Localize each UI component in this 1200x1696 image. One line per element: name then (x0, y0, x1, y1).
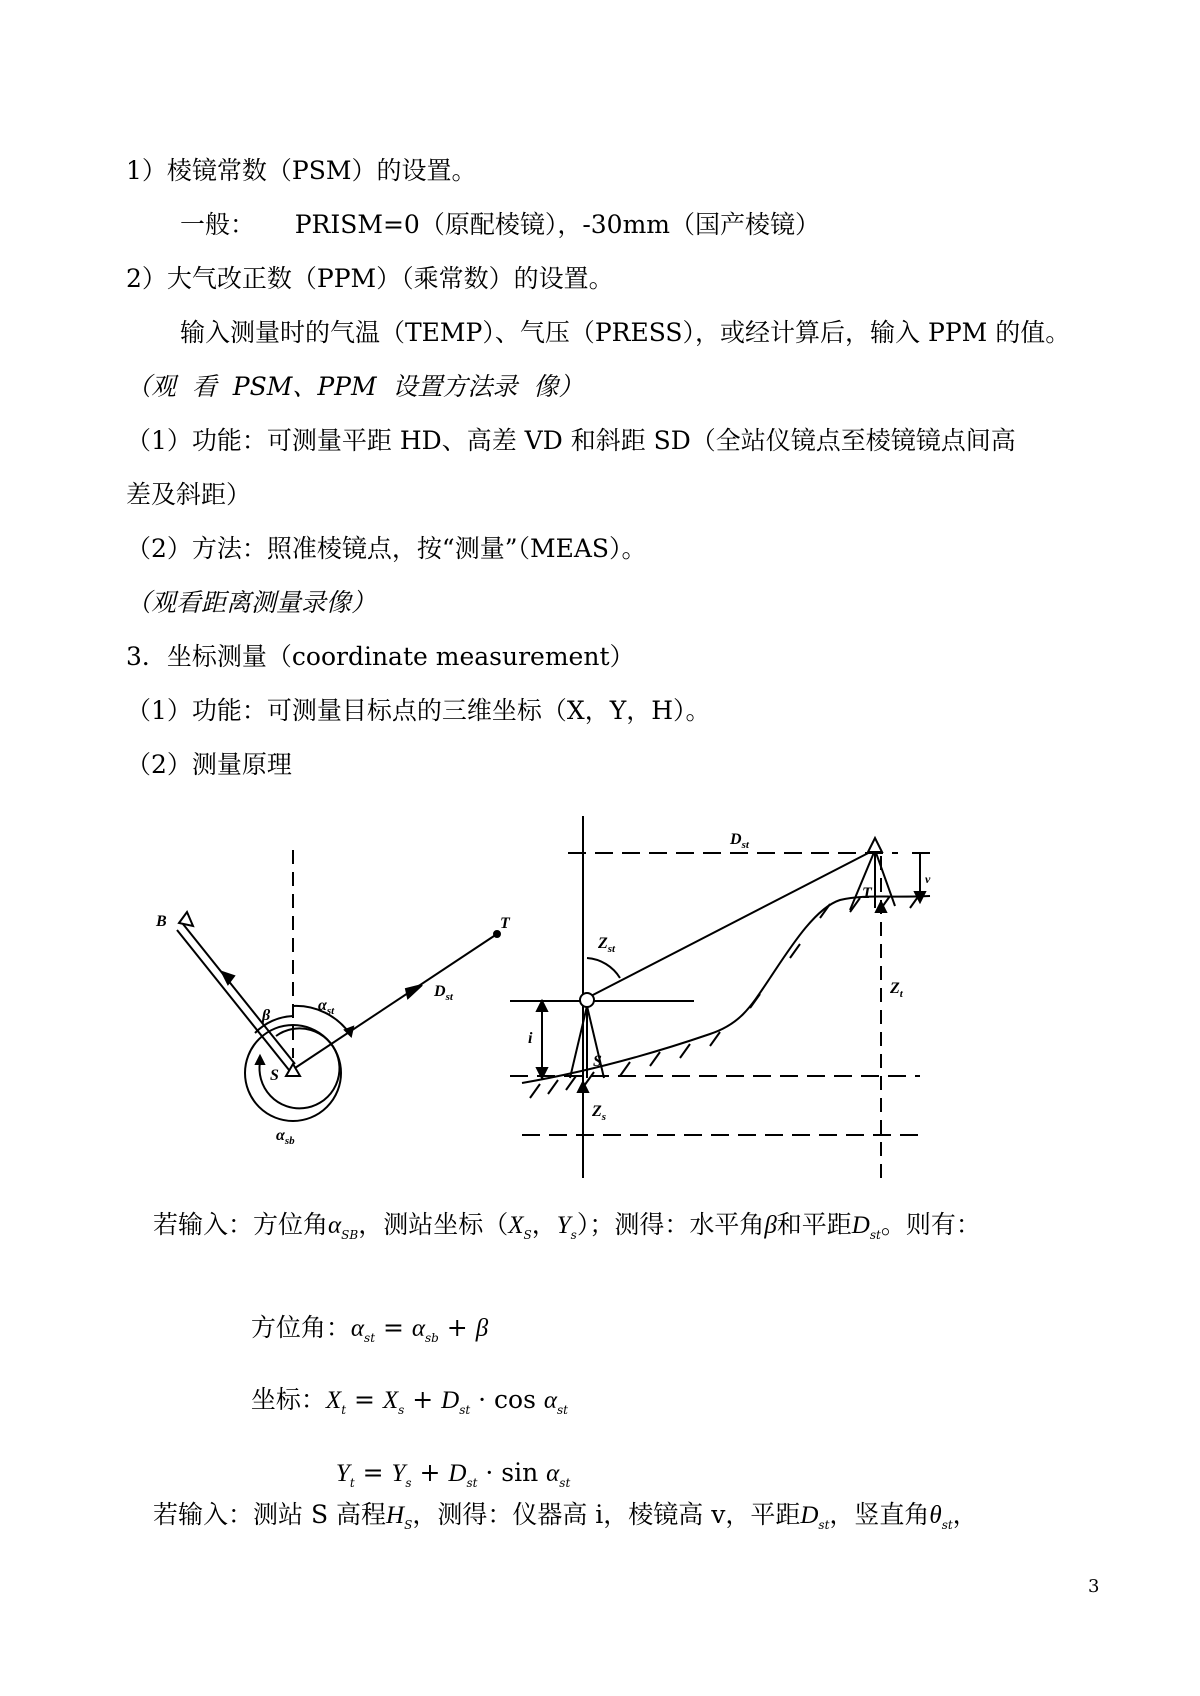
label-d-st-top: $D_{st}$ (730, 831, 749, 851)
equation-azimuth: 方位角：$\alpha_{st} = \alpha_{sb} + \beta$ (250, 1313, 489, 1345)
plan-view-labels (155, 913, 511, 1147)
label-z-t: $Z_t$ (890, 980, 903, 1000)
text-line-6: （1）功能：可测量平距 HD、高差 VD 和斜距 SD（全站仪镜点至棱镜镜点间高 (126, 426, 1016, 455)
text-line-9: （观看距离测量录像） (126, 588, 377, 617)
text-line-2: 一般： PRISM=0（原配棱镜），-30mm（国产棱镜） (180, 210, 821, 239)
text-line-10: 3．坐标测量（coordinate measurement） (126, 642, 635, 671)
equation-y-coordinate: $Y_t = Y_s + D_{st} \cdot \sin \alpha_{st}$ (335, 1458, 571, 1490)
profile-view-diagram (510, 816, 930, 1178)
paragraph-input-azimuth: 若输入：方位角$\alpha_{SB}$，测站坐标（$X_S$，$Y_s$）；测得：水平角β和平距$D_{st}$。则有： (153, 1210, 981, 1242)
label-z-st: $Z_{st}$ (598, 935, 616, 955)
label-s: S (270, 1067, 279, 1084)
paragraph-input-elevation: 若输入：测站 S 高程$H_S$，测得：仪器高 i，棱镜高 v，平距$D_{st}$，竖直角$\theta_{st}$， (153, 1500, 978, 1532)
label-d-st: $D_{st}$ (434, 983, 453, 1003)
page-number: 3 (1088, 1576, 1100, 1597)
label-b: B (156, 913, 167, 930)
text-line-3: 2）大气改正数（PPM）（乘常数）的设置。 (126, 264, 614, 293)
text-line-1: 1）棱镜常数（PSM）的设置。 (126, 156, 477, 185)
text-line-11: （1）功能：可测量目标点的三维坐标（X，Y，H）。 (126, 696, 711, 725)
label-t: T (500, 915, 510, 932)
label-v: v (925, 872, 931, 886)
label-z-s: $Z_s$ (592, 1103, 607, 1123)
label-t-right: T (862, 885, 872, 902)
equation-x-coordinate: 坐标：$X_t = X_s + D_{st} \cdot \cos \alpha_{st}$ (250, 1385, 568, 1417)
text-line-8: （2）方法：照准棱镜点，按“测量”（MEAS）。 (126, 534, 647, 563)
label-s-right: S (593, 1053, 602, 1070)
text-line-5: （观 看 PSM、PPM 设置方法录 像） (126, 372, 584, 401)
label-alpha-sb: $\alpha_{sb}$ (276, 1127, 295, 1147)
label-alpha-st: $\alpha_{st}$ (318, 997, 335, 1017)
text-line-12: （2）测量原理 (126, 750, 292, 779)
survey-principle-figure (150, 808, 970, 1178)
text-line-4: 输入测量时的气温（TEMP）、气压（PRESS），或经计算后，输入 PPM 的值。 (180, 318, 1071, 347)
plan-view-diagram (177, 850, 500, 1121)
text-line-7: 差及斜距） (126, 480, 252, 509)
label-i: i (528, 1030, 533, 1047)
label-beta: β (262, 1007, 271, 1024)
